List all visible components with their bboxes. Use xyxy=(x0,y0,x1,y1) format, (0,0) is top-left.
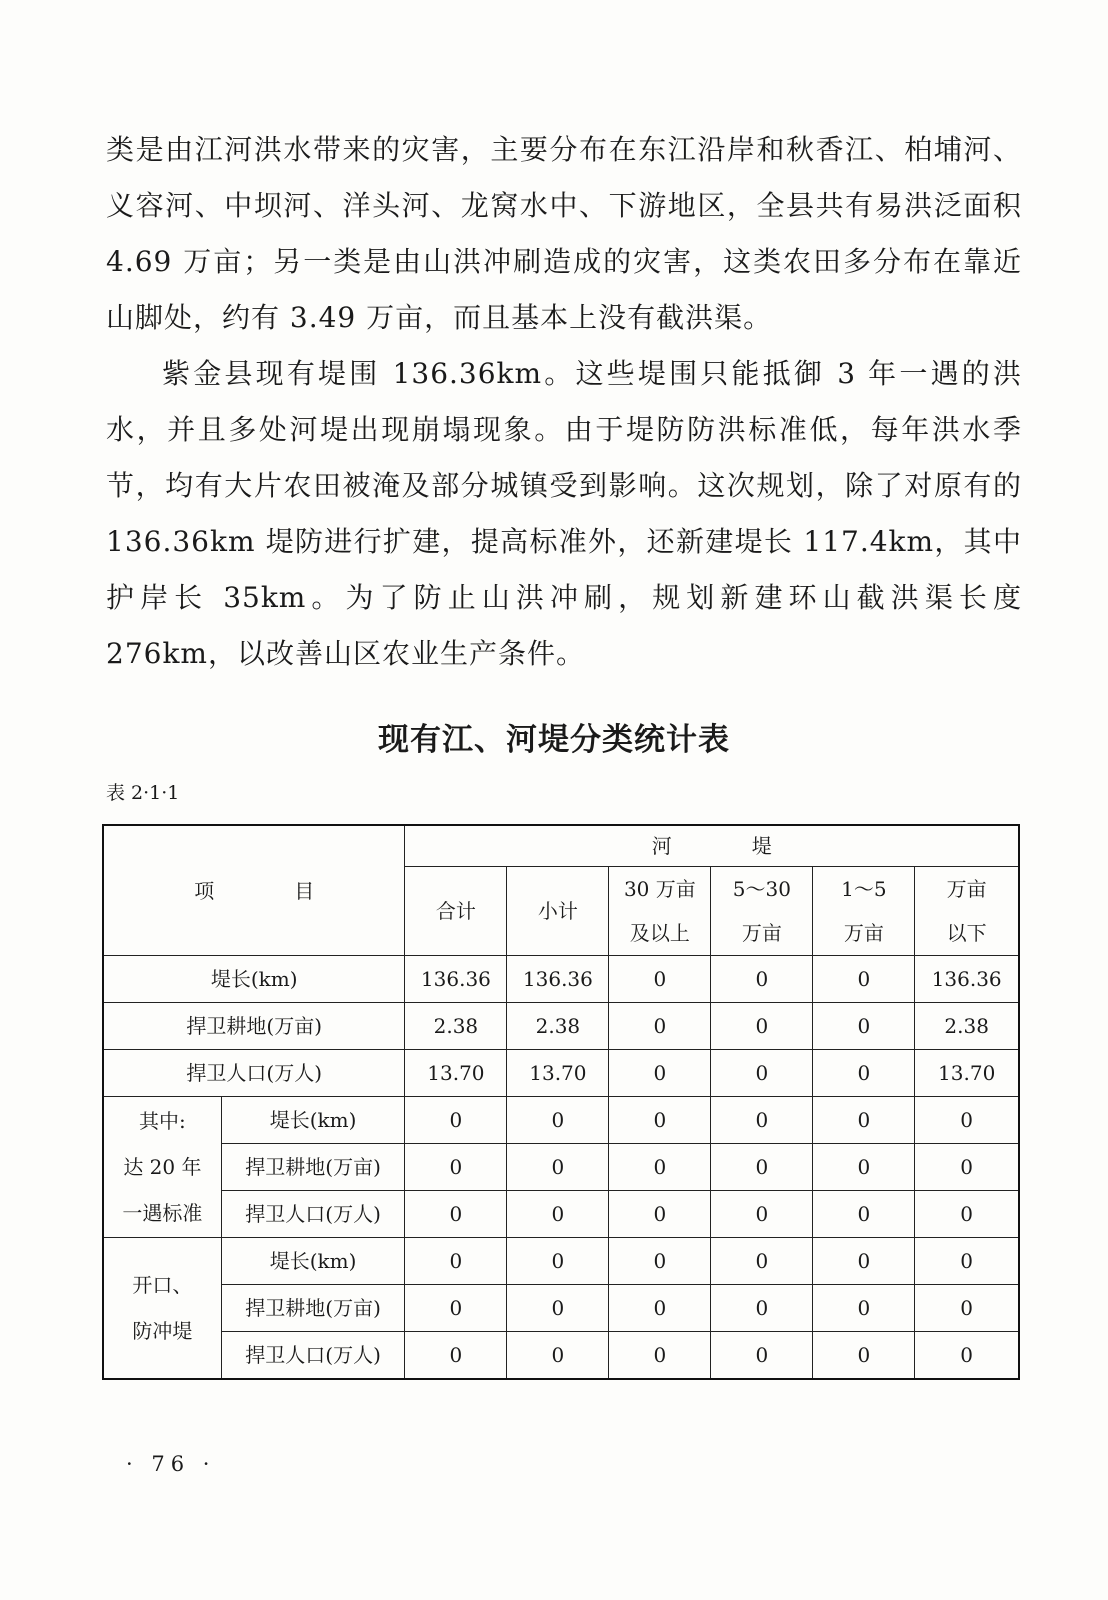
header-col: 合计 xyxy=(405,867,507,956)
cell: 0 xyxy=(507,1285,609,1332)
cell: 0 xyxy=(405,1191,507,1238)
cell: 0 xyxy=(915,1144,1019,1191)
cell: 136.36 xyxy=(405,956,507,1003)
page-number: · 76 · xyxy=(126,1452,216,1476)
header-col: 1～5 万亩 xyxy=(813,867,915,956)
cell: 0 xyxy=(507,1238,609,1285)
cell: 0 xyxy=(711,1332,813,1380)
cell: 0 xyxy=(609,1144,711,1191)
paragraph: 紫金县现有堤围 136.36km。这些堤围只能抵御 3 年一遇的洪水，并且多处河堤出现崩塌现象。由于堤防防洪标准低，每年洪水季节，均有大片农田被淹及部分城镇受到影响。这次规划，除了对原有的 136.36km 堤防进行扩建，提高标准外，还新建堤长 117.4km，其中护岸长 35km。为了防止山洪冲刷，规划新建环山截洪渠长度 276km，以改善山区农业生产条件。 xyxy=(106,357,1022,670)
header-item: 项目 xyxy=(103,825,405,956)
group-label-standard: 其中: 达 20 年 一遇标准 xyxy=(103,1097,221,1238)
cell: 0 xyxy=(813,1285,915,1332)
cell: 0 xyxy=(609,1285,711,1332)
cell: 0 xyxy=(609,1003,711,1050)
cell: 0 xyxy=(915,1238,1019,1285)
cell: 0 xyxy=(813,1003,915,1050)
cell: 0 xyxy=(711,1285,813,1332)
cell: 0 xyxy=(507,1332,609,1380)
cell: 13.70 xyxy=(507,1050,609,1097)
cell: 0 xyxy=(813,1191,915,1238)
cell: 136.36 xyxy=(507,956,609,1003)
header-col: 5～30 万亩 xyxy=(711,867,813,956)
cell: 0 xyxy=(711,1191,813,1238)
cell: 0 xyxy=(405,1285,507,1332)
cell: 0 xyxy=(711,956,813,1003)
table-title: 现有江、河堤分类统计表 xyxy=(378,722,730,758)
cell: 0 xyxy=(711,1050,813,1097)
table-row xyxy=(103,1144,1019,1191)
cell: 0 xyxy=(405,1097,507,1144)
cell: 13.70 xyxy=(915,1050,1019,1097)
cell: 0 xyxy=(813,1050,915,1097)
cell: 0 xyxy=(405,1238,507,1285)
row-label: 捍卫耕地(万亩) xyxy=(103,1003,405,1050)
table-row xyxy=(103,1285,1019,1332)
group-label-open-dike: 开口、 防冲堤 xyxy=(103,1238,221,1380)
cell: 0 xyxy=(609,956,711,1003)
cell: 0 xyxy=(405,1332,507,1380)
row-label: 捍卫人口(万人) xyxy=(221,1191,405,1238)
header-col: 万亩 以下 xyxy=(915,867,1019,956)
cell: 2.38 xyxy=(915,1003,1019,1050)
row-label: 堤长(km) xyxy=(103,956,405,1003)
cell: 0 xyxy=(915,1097,1019,1144)
row-label: 捍卫耕地(万亩) xyxy=(221,1285,405,1332)
cell: 0 xyxy=(711,1238,813,1285)
body-text xyxy=(106,122,1022,682)
header-col: 小计 xyxy=(507,867,609,956)
paragraph: 类是由江河洪水带来的灾害，主要分布在东江沿岸和秋香江、柏埔河、义容河、中坝河、洋头河、龙窝水中、下游地区，全县共有易洪泛面积 4.69 万亩；另一类是由山洪冲刷造成的灾害，这类农田多分布在靠近山脚处，约有 3.49 万亩，而且基本上没有截洪渠。 xyxy=(106,133,1022,334)
header-river-dike: 河堤 xyxy=(405,825,1019,867)
cell: 0 xyxy=(507,1144,609,1191)
table-row xyxy=(103,1238,1019,1285)
table-row xyxy=(103,1097,1019,1144)
row-label: 捍卫耕地(万亩) xyxy=(221,1144,405,1191)
cell: 0 xyxy=(813,956,915,1003)
cell: 0 xyxy=(915,1332,1019,1380)
cell: 0 xyxy=(813,1097,915,1144)
cell: 0 xyxy=(711,1097,813,1144)
dike-statistics-table xyxy=(102,824,1020,1380)
table-row xyxy=(103,956,1019,1003)
row-label: 堤长(km) xyxy=(221,1238,405,1285)
cell: 0 xyxy=(813,1238,915,1285)
cell: 0 xyxy=(915,1191,1019,1238)
cell: 0 xyxy=(609,1238,711,1285)
cell: 0 xyxy=(405,1144,507,1191)
cell: 0 xyxy=(609,1097,711,1144)
cell: 136.36 xyxy=(915,956,1019,1003)
table-row xyxy=(103,1050,1019,1097)
table-row xyxy=(103,1003,1019,1050)
cell: 0 xyxy=(609,1332,711,1380)
cell: 0 xyxy=(915,1285,1019,1332)
cell: 0 xyxy=(507,1097,609,1144)
cell: 2.38 xyxy=(405,1003,507,1050)
row-label: 捍卫人口(万人) xyxy=(103,1050,405,1097)
table-row xyxy=(103,1191,1019,1238)
cell: 0 xyxy=(711,1144,813,1191)
cell: 0 xyxy=(609,1050,711,1097)
row-label: 捍卫人口(万人) xyxy=(221,1332,405,1380)
cell: 0 xyxy=(813,1144,915,1191)
cell: 13.70 xyxy=(405,1050,507,1097)
cell: 0 xyxy=(711,1003,813,1050)
table-row xyxy=(103,1332,1019,1380)
cell: 2.38 xyxy=(507,1003,609,1050)
cell: 0 xyxy=(609,1191,711,1238)
row-label: 堤长(km) xyxy=(221,1097,405,1144)
cell: 0 xyxy=(813,1332,915,1380)
header-col: 30 万亩 及以上 xyxy=(609,867,711,956)
table-number: 表 2·1·1 xyxy=(106,782,180,804)
cell: 0 xyxy=(507,1191,609,1238)
